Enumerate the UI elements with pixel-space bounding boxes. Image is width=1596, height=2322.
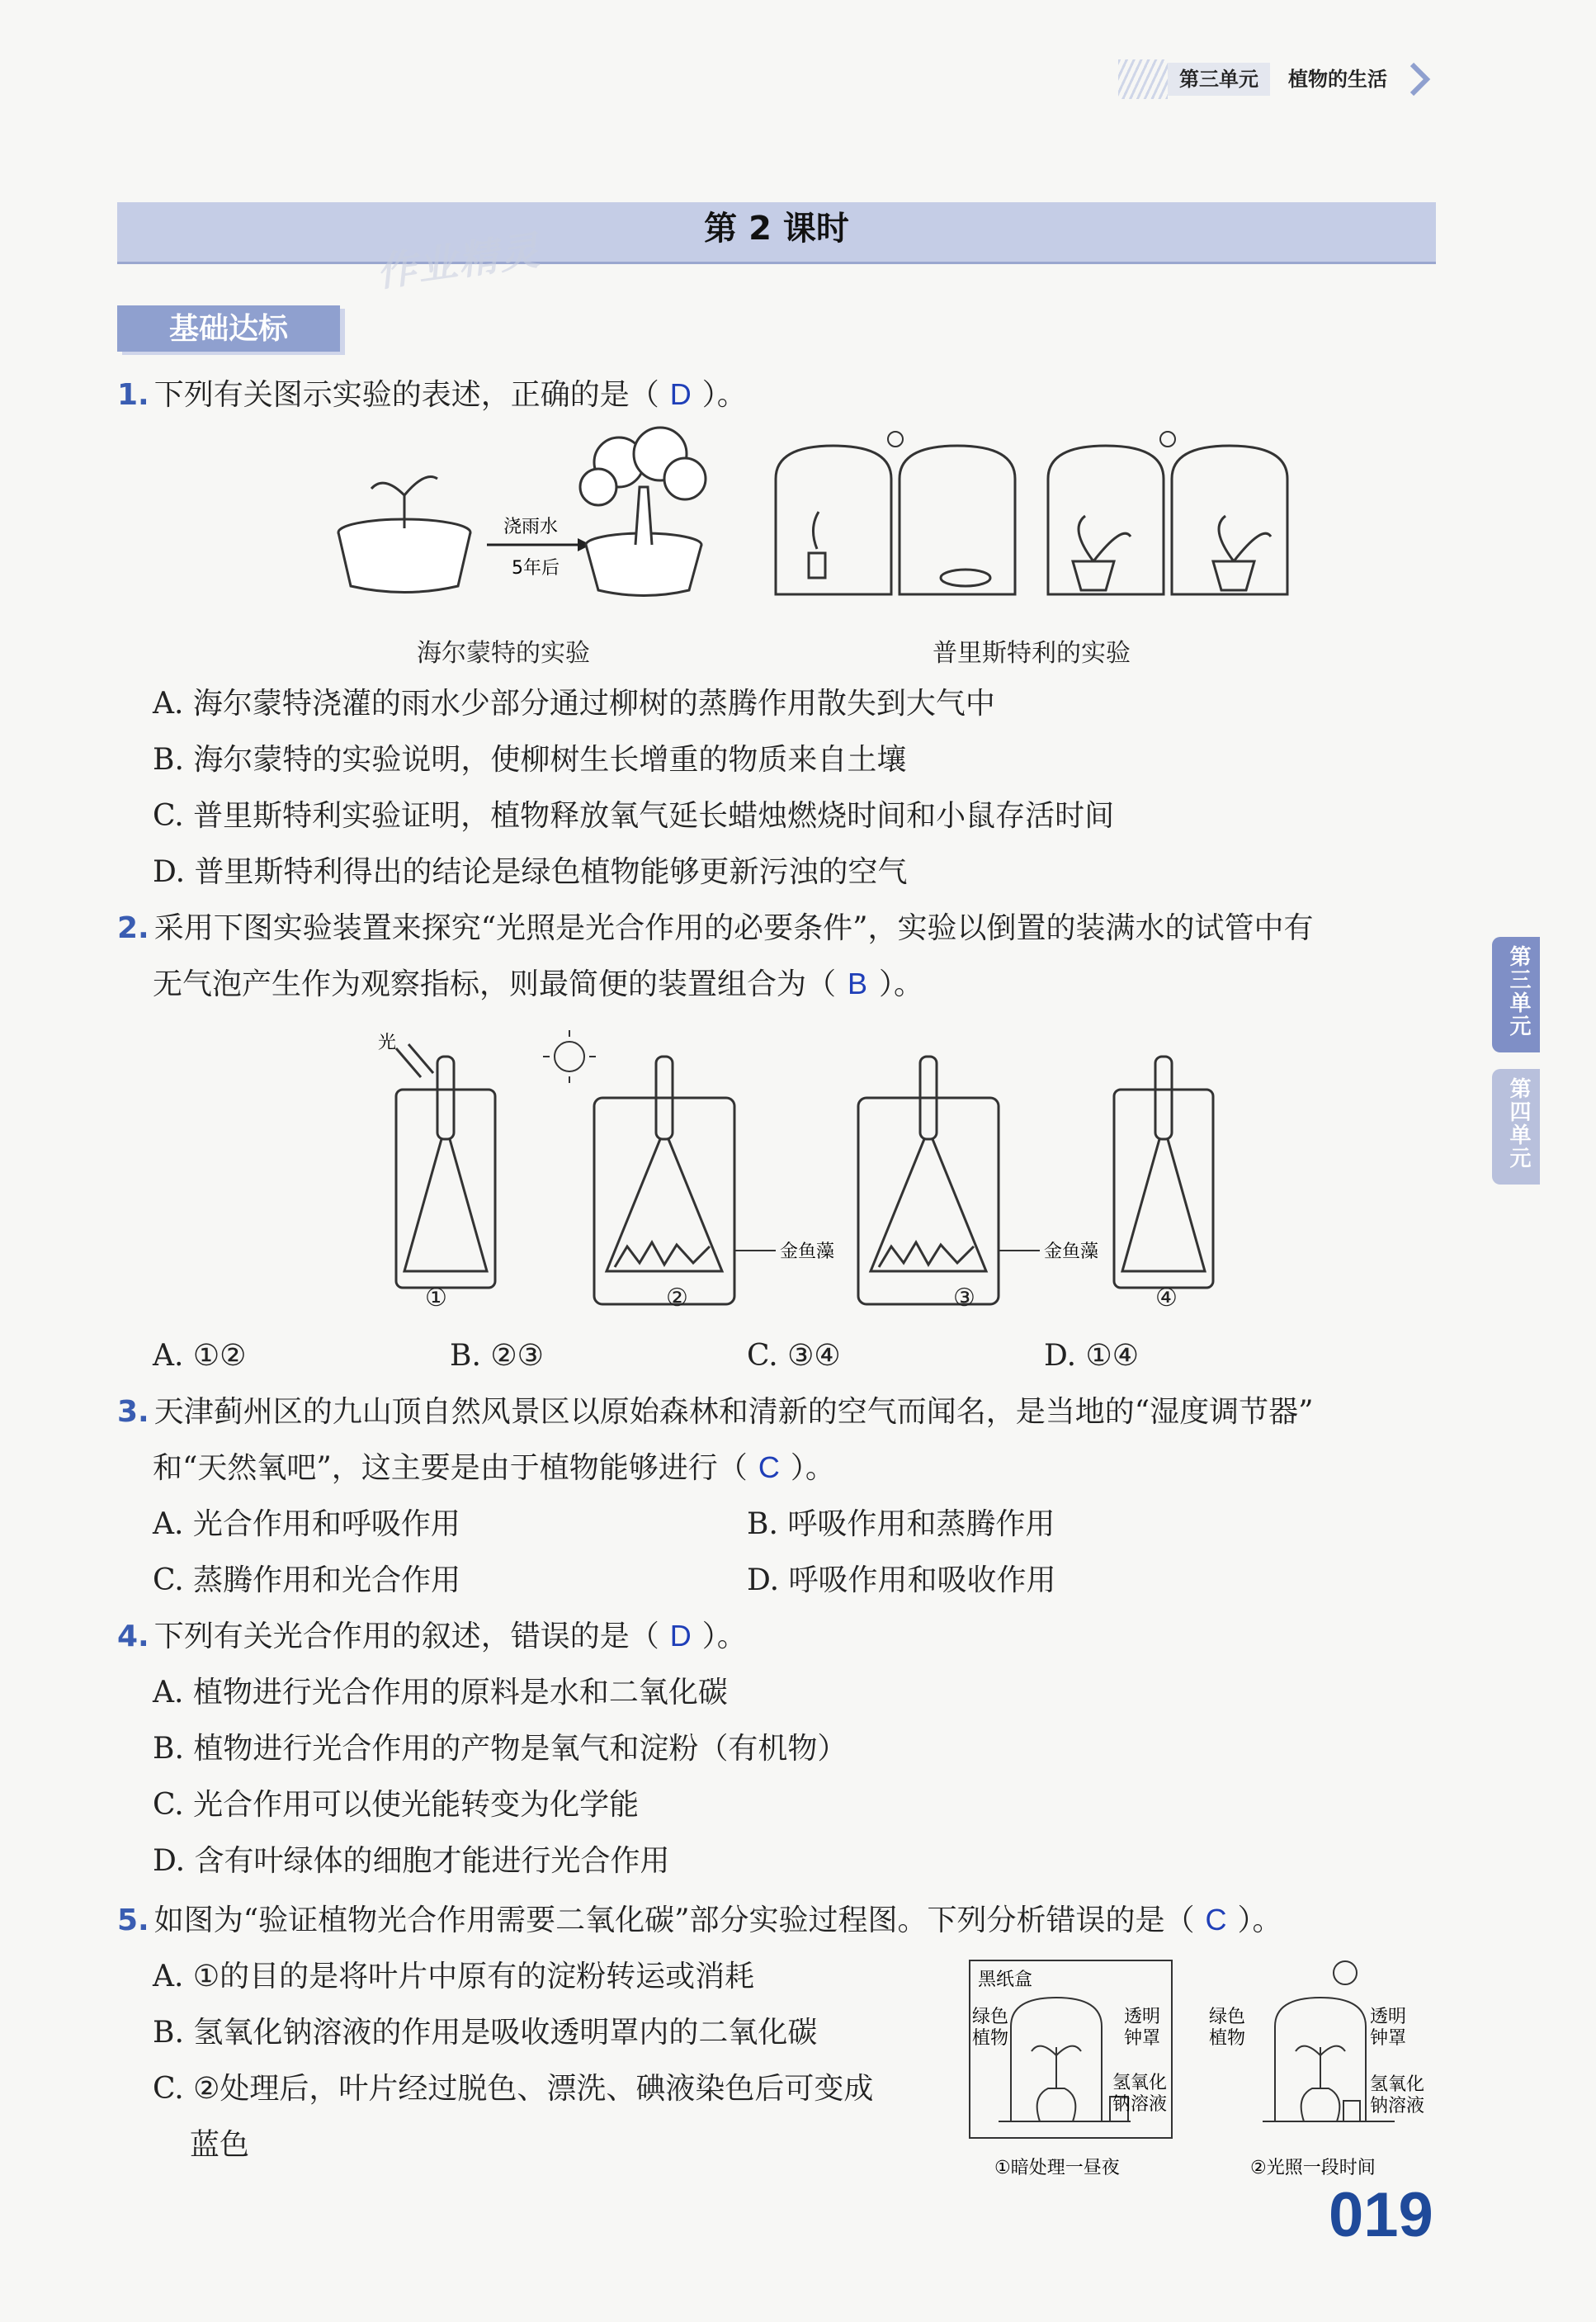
fig-label: 透明 xyxy=(1370,2007,1407,2027)
option: C. 蒸腾作用和光合作用 xyxy=(153,1563,461,1597)
fig-label-water: 浇雨水 xyxy=(503,517,559,537)
beaker-icon xyxy=(858,1057,999,1304)
header-stripes xyxy=(1118,59,1168,99)
beaker-icon xyxy=(594,1057,734,1304)
header-unit: 第三单元 xyxy=(1168,63,1270,96)
question-number: 3. xyxy=(117,1395,149,1429)
stem-text: 天津蓟州区的九山顶自然风景区以原始森林和清新的空气而闻名，是当地的“湿度调节器” xyxy=(153,1395,1314,1429)
question-number: 4. xyxy=(117,1620,149,1653)
unit-header xyxy=(1118,59,1432,99)
stem-text: 和“天然氧吧”，这主要是由于植物能够进行（ xyxy=(153,1451,748,1485)
option: B. 氢氧化钠溶液的作用是吸收透明罩内的二氧化碳 xyxy=(153,2016,818,2050)
device-number: ② xyxy=(666,1284,688,1312)
fig-label: 钠溶液 xyxy=(1112,2094,1168,2115)
stem-text: ）。 xyxy=(701,1620,747,1653)
chevron-right-icon xyxy=(1407,61,1432,97)
stem-text: ）。 xyxy=(1237,1903,1282,1937)
stem-text: 下列有关图示实验的表述，正确的是（ xyxy=(153,378,659,412)
option: B. 呼吸作用和蒸腾作用 xyxy=(747,1507,1055,1541)
question-1-stem xyxy=(117,375,747,416)
option: A. 光合作用和呼吸作用 xyxy=(153,1507,460,1541)
option: D. 含有叶绿体的细胞才能进行光合作用 xyxy=(153,1844,670,1878)
side-tab-label: 第三单元 xyxy=(1506,945,1531,1038)
option: D. 普里斯特利得出的结论是绿色植物能够更新污浊的空气 xyxy=(153,855,908,889)
device-number: ④ xyxy=(1155,1284,1178,1312)
stem-text: 无气泡产生作为观察指标，则最简便的装置组合为（ xyxy=(153,967,837,1001)
stem-text: 采用下图实验装置来探究“光照是光合作用的必要条件”，实验以倒置的装满水的试管中有 xyxy=(153,911,1314,945)
option: B. ②③ xyxy=(450,1339,544,1373)
fig-label: 钟罩 xyxy=(1370,2028,1407,2049)
fig-label: 透明 xyxy=(1124,2007,1161,2027)
question-number: 2. xyxy=(117,911,149,945)
question-number: 1. xyxy=(117,378,149,412)
fig-label: 氢氧化 xyxy=(1112,2073,1168,2093)
lesson-title-bar xyxy=(117,202,1436,264)
tree-pot-icon xyxy=(580,428,706,596)
device-number: ① xyxy=(425,1284,447,1312)
option: C. 光合作用可以使光能转变为化学能 xyxy=(153,1788,640,1822)
option: D. ①④ xyxy=(1044,1339,1140,1373)
figure-caption: 普里斯特利的实验 xyxy=(933,639,1131,668)
sun-icon xyxy=(543,1030,596,1083)
pot-icon xyxy=(338,477,470,593)
q1-figure xyxy=(314,429,1263,627)
figure-caption: 海尔蒙特的实验 xyxy=(417,639,590,668)
bell-jar-icon xyxy=(776,446,1287,594)
answer: B xyxy=(848,967,868,1000)
section-title: 基础达标 xyxy=(168,312,288,346)
fig-caption: ②光照一段时间 xyxy=(1250,2158,1376,2178)
option: A. ①的目的是将叶片中原有的淀粉转运或消耗 xyxy=(153,1960,755,1993)
stem-text: ）。 xyxy=(879,967,924,1001)
header-topic: 植物的生活 xyxy=(1288,68,1387,91)
device-number: ③ xyxy=(953,1284,975,1312)
option: C. ②处理后，叶片经过脱色、漂洗、碘液染色后可变成 xyxy=(153,2072,874,2106)
fig-label-box: 黑纸盒 xyxy=(978,1970,1033,1990)
answer: D xyxy=(669,377,692,411)
fig-label: 植物 xyxy=(972,2028,1009,2049)
option-continued: 蓝色 xyxy=(190,2128,250,2162)
question-3-stem xyxy=(117,1392,1314,1433)
option: C. 普里斯特利实验证明，植物释放氧气延长蜡烛燃烧时间和小鼠存活时间 xyxy=(153,799,1115,833)
sun-icon xyxy=(1334,1961,1357,1984)
question-number: 5. xyxy=(117,1903,149,1937)
fig-label: 钟罩 xyxy=(1124,2028,1161,2049)
option: A. ①② xyxy=(153,1339,247,1373)
answer: D xyxy=(669,1619,692,1653)
question-2-stem-line2 xyxy=(153,964,923,1005)
question-2-stem xyxy=(117,908,1314,949)
light-label: 光 xyxy=(378,1033,397,1053)
side-tab-unit4[interactable] xyxy=(1492,1069,1540,1185)
beaker-icon xyxy=(1114,1057,1213,1288)
option: C. ③④ xyxy=(747,1339,841,1373)
stem-text: ）。 xyxy=(790,1451,835,1485)
fig-caption: ①暗处理一昼夜 xyxy=(994,2158,1120,2178)
option: A. 海尔蒙特浇灌的雨水少部分通过柳树的蒸腾作用散失到大气中 xyxy=(153,687,995,721)
question-3-stem-line2 xyxy=(153,1448,835,1489)
answer: C xyxy=(758,1450,780,1484)
answer: C xyxy=(1205,1903,1227,1937)
option: B. 海尔蒙特的实验说明，使柳树生长增重的物质来自土壤 xyxy=(153,743,907,777)
q2-figure xyxy=(371,1024,1238,1321)
fig-label: 绿色 xyxy=(972,2007,1009,2027)
page-number: 019 xyxy=(1329,2180,1433,2250)
stem-text: ）。 xyxy=(701,378,747,412)
sun-icon xyxy=(888,432,1175,447)
side-tab-label: 第四单元 xyxy=(1506,1077,1531,1170)
watermark: 作业精灵 xyxy=(373,227,544,296)
side-tab-unit3[interactable] xyxy=(1492,937,1540,1052)
stem-text: 如图为“验证植物光合作用需要二氧化碳”部分实验过程图。下列分析错误的是（ xyxy=(153,1903,1195,1937)
option: D. 呼吸作用和吸收作用 xyxy=(747,1563,1056,1597)
fig-label-years: 5年后 xyxy=(512,558,560,579)
beaker-icon xyxy=(396,1057,495,1288)
fig-label: 氢氧化 xyxy=(1370,2074,1425,2095)
fig-label: 植物 xyxy=(1209,2028,1246,2049)
question-5-stem xyxy=(117,1900,1282,1941)
fig-label: 钠溶液 xyxy=(1370,2096,1425,2116)
question-4-stem xyxy=(117,1616,747,1658)
q5-figure xyxy=(966,1956,1461,2187)
lesson-title: 第 2 课时 xyxy=(704,210,849,248)
bell-jar-icon xyxy=(999,1998,1131,2121)
option: A. 植物进行光合作用的原料是水和二氧化碳 xyxy=(153,1676,728,1710)
section-tag xyxy=(117,305,340,352)
option: B. 植物进行光合作用的产物是氧气和淀粉（有机物） xyxy=(153,1732,848,1766)
fig-label: 绿色 xyxy=(1209,2007,1246,2027)
algae-label: 金鱼藻 xyxy=(780,1241,835,1262)
algae-label: 金鱼藻 xyxy=(1044,1241,1099,1262)
stem-text: 下列有关光合作用的叙述，错误的是（ xyxy=(153,1620,659,1653)
